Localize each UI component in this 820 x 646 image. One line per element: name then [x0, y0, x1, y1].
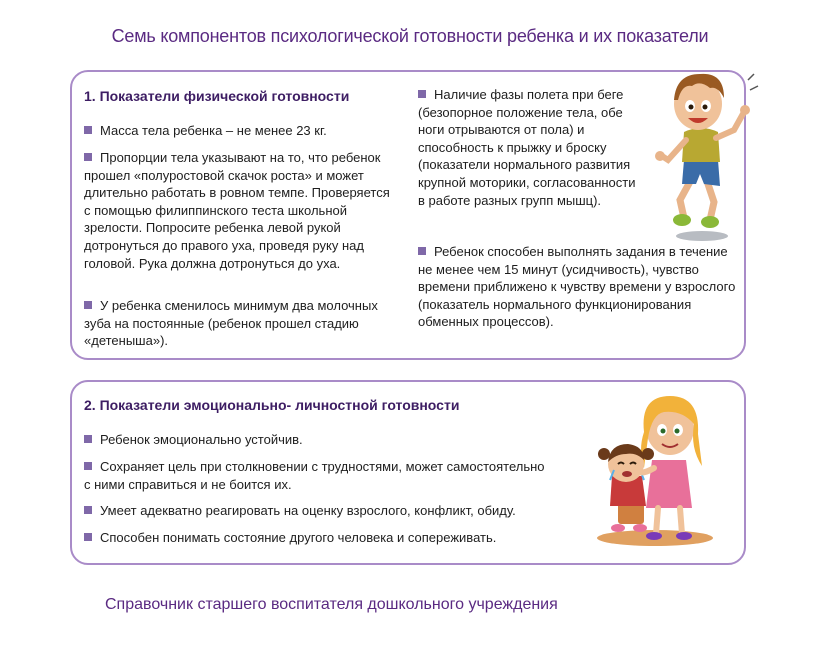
list-item: Масса тела ребенка – не менее 23 кг. — [84, 122, 384, 140]
bullet-marker — [84, 153, 92, 161]
bullet-marker — [418, 247, 426, 255]
bullet-marker — [84, 506, 92, 514]
girl-comforting-crying-child-illustration — [590, 388, 720, 548]
bullet-marker — [84, 435, 92, 443]
list-item: Наличие фазы полета при беге (безопорное положение тела, обе ноги отрываются от пола) и способность к прыжку и броску (показатели нормального развития крупной моторики, согласованности в работе разных групп мышц). — [418, 87, 636, 208]
list-item: Умеет адекватно реагировать на оценку взрослого, конфликт, обиду. — [84, 502, 564, 520]
bullet-marker — [418, 90, 426, 98]
list-item: Ребенок способен выполнять задания в течение не менее чем 15 минут (усидчивость), чувство времени приближено к чувству времени у взрослого (показатель нормального функционирования обменных процессов). — [418, 244, 736, 330]
page-title: Семь компонентов психологической готовности ребенка и их показатели — [111, 26, 709, 46]
list-item: Способен понимать состояние другого человека и сопереживать. — [84, 529, 564, 547]
list-item: Ребенок эмоционально устойчив. — [84, 431, 554, 449]
emotional-readiness-heading: 2. Показатели эмоционально- личностной готовности — [84, 397, 460, 413]
list-item: Пропорции тела указывают на то, что ребенок прошел «полуростовой скачок роста» и может длительно работать в ровном темпе. Проверяется с помощью филиппинского теста школьной зрелости. Попросите ребенка левой рукой дотронуться до правого уха, проведя руку над головой. Рука должна дотронуться до уха. — [84, 150, 390, 271]
list-item: Сохраняет цель при столкновении с трудностями, может самостоятельно с ними справиться и не боится их. — [84, 459, 545, 492]
bullet-marker — [84, 301, 92, 309]
list-item: У ребенка сменилось минимум два молочных зуба на постоянные (ребенок прошел стадию «детеныша»). — [84, 298, 378, 349]
bullet-marker — [84, 462, 92, 470]
bullet-marker — [84, 533, 92, 541]
physical-readiness-heading: 1. Показатели физической готовности — [84, 88, 350, 104]
bullet-marker — [84, 126, 92, 134]
footer-source: Справочник старшего воспитателя дошкольного учреждения — [105, 596, 558, 613]
jumping-boy-illustration — [640, 60, 760, 245]
